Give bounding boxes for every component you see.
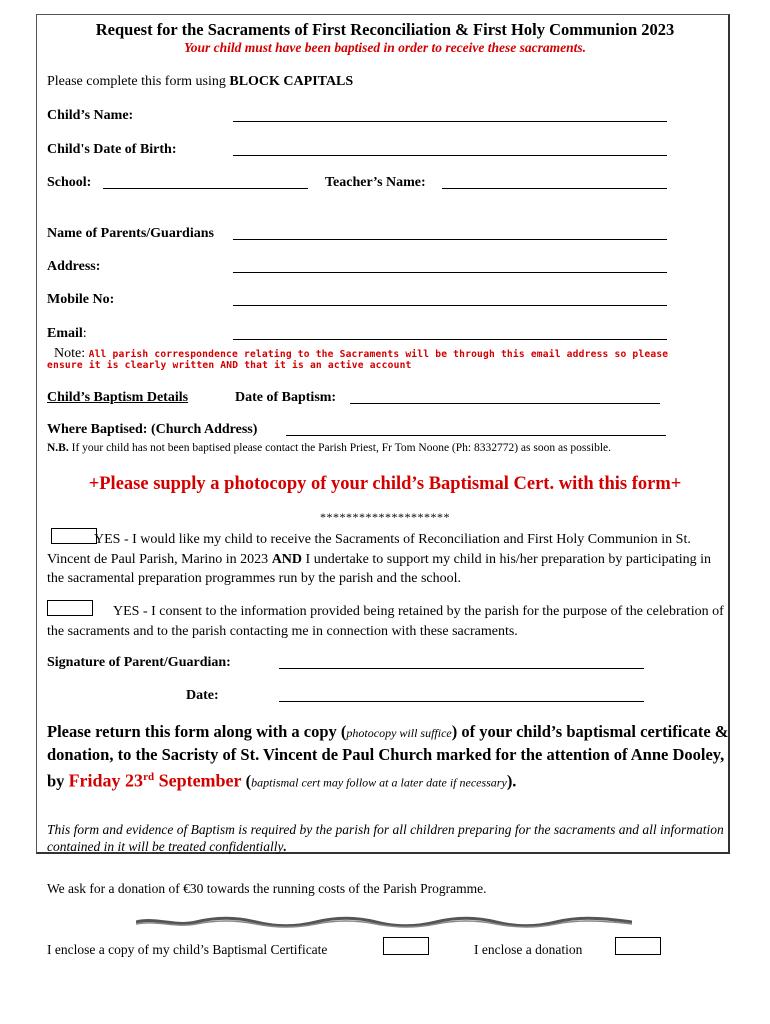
date-label: Date: <box>186 688 219 703</box>
teacher-name-label: Teacher’s Name: <box>325 175 426 190</box>
school-label: School: <box>47 175 92 190</box>
enclose-cert-checkbox[interactable] <box>383 937 429 955</box>
parents-label: Name of Parents/Guardians <box>47 226 214 241</box>
return-italic-2: baptismal cert may follow at a later date if necessary <box>251 775 507 790</box>
enclose-cert-label: I enclose a copy of my child’s Baptismal Certificate <box>47 942 328 957</box>
instruction <box>47 74 353 90</box>
instruction-bold: BLOCK CAPITALS <box>229 74 354 89</box>
baptism-heading: Child’s Baptism Details <box>47 390 189 405</box>
signature-field[interactable] <box>279 668 644 669</box>
return-deadline-sup: rd <box>143 771 155 783</box>
return-italic-1: photocopy will suffice <box>346 726 452 740</box>
confidentiality-notice <box>47 821 727 855</box>
address-label: Address: <box>47 259 101 274</box>
donation-text: We ask for a donation of €30 towards the running costs of the Parish Programme. <box>47 881 487 896</box>
signature-label: Signature of Parent/Guardian: <box>47 655 231 670</box>
child-dob-field[interactable] <box>233 155 667 156</box>
return-part-b: ) of your child’s baptismal certificate & donation, to the Sacristy of St. Vincent de Paul Church marked for the attention of Anne Dooley, by <box>47 722 729 791</box>
consent1-part-b: I undertake to support my child in his/her preparation by participating in the sacramental preparation programmes run by the parish and the school. <box>47 551 712 586</box>
form-subtitle: Your child must have been baptised in order to receive these sacraments. <box>184 40 586 55</box>
return-deadline: Friday 23 <box>68 770 144 791</box>
photocopy-notice: +Please supply a photocopy of your child’s Baptismal Cert. with this form+ <box>88 474 682 494</box>
parents-field[interactable] <box>233 239 667 240</box>
enclose-donation-checkbox[interactable] <box>615 937 661 955</box>
note-line-2: ensure it is clearly written AND that it is an active account <box>47 360 412 371</box>
mobile-field[interactable] <box>233 305 667 306</box>
confidentiality-text: This form and evidence of Baptism is required by the parish for all children preparing for the sacraments and all information contained in it will be treated confidentially <box>47 822 724 854</box>
email-label-colon: : <box>82 326 87 341</box>
mobile-label: Mobile No: <box>47 292 115 307</box>
baptism-date-field[interactable] <box>350 403 660 404</box>
note-line-1: All parish correspondence relating to the Sacraments will be through this email address so please <box>88 349 669 360</box>
instruction-text: Please complete this form using <box>47 74 230 89</box>
confidentiality-period: . <box>283 839 287 854</box>
squiggle-divider <box>136 914 632 930</box>
nb-label: N.B. <box>47 442 69 454</box>
child-dob-label: Child's Date of Birth: <box>47 142 177 157</box>
date-field[interactable] <box>279 701 644 702</box>
consent-data-text: YES - I consent to the information provided being retained by the parish for the purpose of the celebration of the sacraments and to the parish contacting me in connection with these sacraments. <box>47 604 724 639</box>
form-title: Request for the Sacraments of First Reconciliation & First Holy Communion 2023 <box>95 20 675 39</box>
baptism-where-label: Where Baptised: (Church Address) <box>47 422 258 437</box>
email-label-text: Email <box>47 326 83 341</box>
separator-stars: ******************** <box>320 510 450 524</box>
teacher-name-field[interactable] <box>442 188 667 189</box>
return-part-d: ). <box>506 771 517 791</box>
email-field[interactable] <box>233 339 667 340</box>
address-field[interactable] <box>233 272 667 273</box>
child-name-field[interactable] <box>233 121 667 122</box>
enclose-donation-label: I enclose a donation <box>474 942 583 957</box>
nb-notice <box>47 442 611 454</box>
return-part-a: Please return this form along with a copy ( <box>47 722 347 741</box>
note-label: Note: <box>54 346 89 361</box>
baptism-where-field[interactable] <box>286 435 666 436</box>
consent1-part-a: YES - I would like my child to receive the Sacraments of Reconciliation and First Holy Communion in St. Vincent de Paul Parish, Marino in 2023 <box>47 532 691 567</box>
return-instructions <box>47 721 729 794</box>
consent-sacraments-text <box>47 530 727 589</box>
consent1-bold: AND <box>271 551 303 567</box>
email-label <box>47 326 87 342</box>
school-field[interactable] <box>103 188 308 189</box>
return-deadline-2: September <box>154 770 242 791</box>
return-part-c: ( <box>241 771 252 791</box>
nb-text: If your child has not been baptised please contact the Parish Priest, Fr Tom Noone (Ph: 8332772) as soon as possible. <box>68 442 612 454</box>
child-name-label: Child’s Name: <box>47 108 134 123</box>
baptism-date-label: Date of Baptism: <box>235 390 337 405</box>
